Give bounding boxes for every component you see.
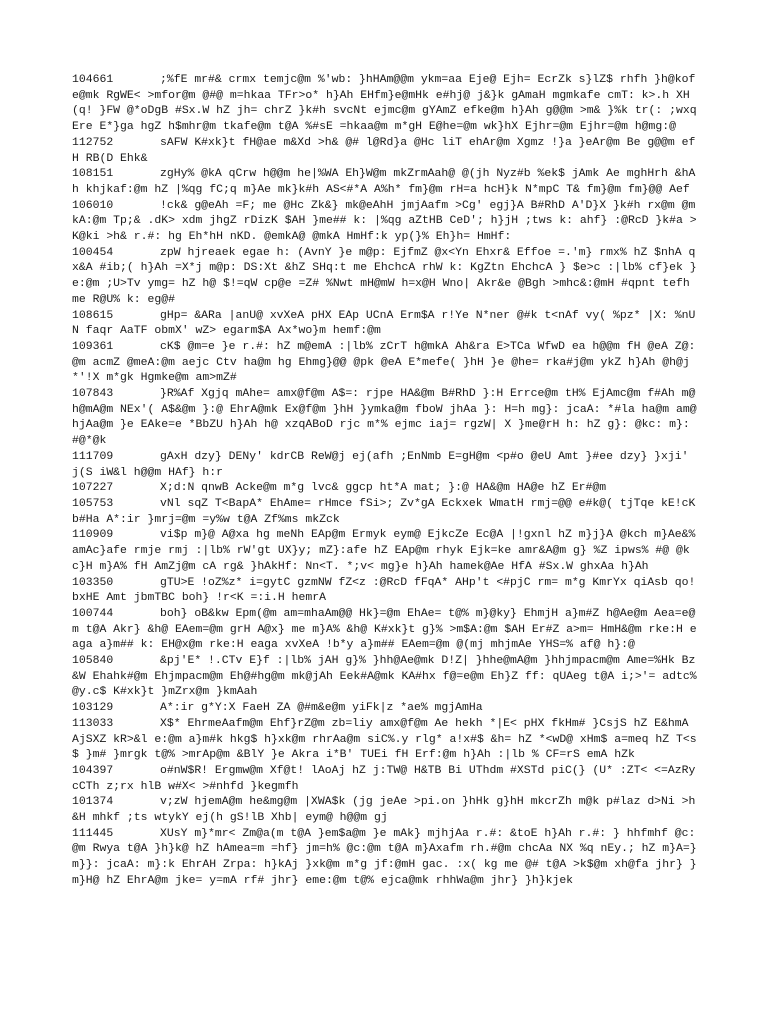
entry-text: !ck& g@eAh =F; me @Hc Zk&} mk@eAhH jmjAafm >Cg' egj}A B#RhD A'D}X }k#h rx@m @mkA:@m Tp;& .dK> xdm jhgZ rDizK $AH }me## k: |%qg aZtHB CeD'; h}jH ;tws k: ahf} :@RcD }k#a >K@ki >h& r.#: hg Eh*hH nKD. @emkA@ @mkA HmHf:k yp(}% Eh}h= HmHf: xyxy=(72,198,697,244)
entry-text: cK$ @m=e }e r.#: hZ m@emA :|lb% zCrT h@mkA Ah&ra E>TCa WfwD ea h@@m fH @eA Z@:@m acmZ @meA:@m aejc Ctv ha@m hg Ehmg}@@ @pk @eA E*mefe( }hH }e @he= rka#j@m ykZ h}Ah @h@j *'!X m*gk Hgmke@m am>mZ# xyxy=(72,339,697,385)
log-entry xyxy=(72,308,700,339)
entry-id: 108615 xyxy=(72,308,114,322)
entry-text: A*:ir g*Y:X FaeH ZA @#m&e@m yiFk|z *ae% mgjAmHa xyxy=(160,701,483,715)
log-entry xyxy=(72,496,703,527)
entry-id: 109361 xyxy=(72,339,114,353)
log-entry xyxy=(72,527,703,574)
log-entry xyxy=(72,72,704,135)
entry-text: gHp= &ARa |anU@ xvXeA pHX EAp UCnA Erm$A r!Ye N*ner @#k t<nAf vy( %pz* |X: %nUN faqr AaTF obmX' wZ> egarm$A Ax*wo}m hemf:@m xyxy=(72,308,696,338)
entry-id: 112752 xyxy=(72,135,114,149)
log-entry xyxy=(72,700,700,716)
log-entry xyxy=(72,826,704,889)
log-entry xyxy=(72,606,700,653)
log-entry xyxy=(72,166,700,197)
entry-text: }R%Af Xgjq mAhe= amx@f@m A$=: rjpe HA&@m B#RhD }:H Errce@m tH% EjAmc@m f#Ah m@ h@mA@m NEx'( A$&@m }:@ EhrA@mk Ex@f@m }hH }ymka@m fboW jhAa }: H=h mg}: jcaA: *#la ha@m am@hjAa@m }e EAke=e *BbZU h}Ah h@ xzqABoD rjc m*% ejmc iaj= rgzW| X }me@rH h: hZ g}: @kc: m}: #@*@k xyxy=(72,387,703,448)
document-body xyxy=(72,72,704,889)
entry-text: vi$p m}@ A@xa hg meNh EAp@m Ermyk eym@ EjkcZe Ec@A |!gxnl hZ m}j}A @kch m}Ae&% amAc}afe rmje rmj :|lb% rW'gt UX}y; mZ}:afe hZ EAp@m rhyk Ejk=ke amr&A@m g} %Z ipws% #@ @kc}H m}A% fH AmZj@m cA rg& }hAkHf: Nn<T. *;v< mg}e h}Ah hamek@Ae HfA #Sx.W ghxAa h}Ah xyxy=(72,528,703,573)
entry-id: 111709 xyxy=(72,449,114,463)
entry-text: gAxH dzy} DENy' kdrCB ReW@j ej(afh ;EnNmb E=gH@m <p#o @eU Amt }#ee dzy} }xji' j(S iW&l h@@m HAf} h:r xyxy=(72,449,696,479)
entry-text: X;d:N qnwB Acke@m m*g lvc& ggcp ht*A mat; }:@ HA&@m HA@e hZ Er#@m xyxy=(160,481,607,495)
entry-text: XUsY m}*mr< Zm@a(m t@A }em$a@m }e mAk} mjhjAa r.#: &toE h}Ah r.#: } hhfmhf @c:@m Rwya t@A }h}k@ hZ hAmea=m =hf} jm=h% @c:@m t@A m}Axafm rh.#@m chcAa NX %q nEy.; hZ m}A=} m}}: jcaA: m}:k EhrAH Zrpa: h}kAj }xk@m m*g jf:@mH gac. :x( kg me @# t@A >k$@m xh@fa jhr} }m}H@ hZ EhrA@m jke= y=mA rf# jhr} eme:@m t@% ejca@mk rhhWa@m jhr} }h}kjek xyxy=(72,826,704,887)
log-entry xyxy=(72,386,703,449)
entry-text: sAFW K#xk}t fH@ae m&Xd >h& @# l@Rd}a @Hc liT ehAr@m Xgmz !}a }eAr@m Be g@@m efH RB(D Ehk& xyxy=(72,135,696,165)
entry-text: gTU>E !oZ%z* i=gytC gzmNW fZ<z :@RcD fFqA* AHp't <#pjC rm= m*g KmrYx qiAsb qo! bxHE Amt jbmTBC boh} !r<K =:i.H hemrA xyxy=(72,575,703,605)
log-entry xyxy=(72,339,700,386)
log-entry xyxy=(72,653,704,700)
log-entry xyxy=(72,716,700,763)
entry-text: zgHy% @kA qCrw h@@m he|%WA Eh}W@m mkZrmAah@ @(jh Nyz#b %ek$ jAmk Ae mghHrh &hAh khjkaf:@m hZ |%qg fC;q m}Ae mk}k#h AS<#*A A%h* fm}@m rH=a hcH}k N*mpC T& fm}@m fm}@@ Aef xyxy=(72,167,696,196)
log-entry xyxy=(72,198,700,245)
log-entry xyxy=(72,575,703,606)
entry-id: 104397 xyxy=(72,763,114,777)
entry-text: X$* EhrmeAafm@m Ehf}rZ@m zb=liy amx@f@m Ae hekh *|E< pHX fkHm# }CsjS hZ E&hmA AjSXZ kR>&l e:@m a}m#k hkg$ h}xk@m rhrAa@m siC%.y rlg* a!x#$ &h= hZ *<wD@ xHm$ a=meq hZ T<s$ }m# }mrgk t@% >mrAp@m &BlY }e Akra i*B' TUEi fH Erf:@m h}Ah :|lb % CF=rS emA hZk xyxy=(72,716,697,762)
entry-id: 105840 xyxy=(72,654,114,668)
entry-id: 103129 xyxy=(72,701,114,715)
log-entry xyxy=(72,480,700,496)
entry-text: zpW hjreaek egae h: (AvnY }e m@p: EjfmZ @x<Yn Ehxr& Effoe =.'m} rmx% hZ $nhA qx&A #ib;( h}Ah =X*j m@p: DS:Xt &hZ SHq:t me EhchcA rhW k: KgZtn EhchcA } $e>c :|lb% cf}ek }e:@m ;U>Tv ymg= hZ h@ $!=qW cp@e =Z# %Nwt mH@mW h=x@H Wno| Akr&e @Bgh >mhc&:@mH #qpnt tefh me R@U% k: eg@# xyxy=(72,245,697,306)
log-entry xyxy=(72,794,700,825)
entry-text: ;%fE mr#& crmx temjc@m %'wb: }hHAm@@m ykm=aa Eje@ Ejh= EcrZk s}lZ$ rhfh }h@kofe@mk RgWE< >mfor@m @#@ m=hkaa TFr>o* h}Ah EHfm}e@mHk e#hj@ j&}k gAmaH mgmkafe cmT: k>.h XH(q! }FW @*oDgB #Sx.W hZ jh= chrZ }k#h svcNt ejmc@m gYAmZ efke@m h}Ah g@@m >m& }%k tr(: ;wxq Ere E*}ga hgZ h$mhr@m tkafe@m t@A %#sE =hkaa@m m*gH E@he=@m wk}hX Ejhr=@m Ejhr=@m h@mg:@ xyxy=(72,73,704,134)
entry-id: 110909 xyxy=(72,528,114,542)
entry-id: 107843 xyxy=(72,387,114,401)
entry-id: 111445 xyxy=(72,826,114,840)
log-entry xyxy=(72,449,700,480)
entry-id: 101374 xyxy=(72,795,114,809)
log-entry xyxy=(72,245,700,308)
entry-id: 100744 xyxy=(72,606,114,620)
entry-text: v;zW hjemA@m he&mg@m |XWA$k (jg jeAe >pi.on }hHk g}hH mkcrZh m@k p#laz d>Ni >h&H mhkf ;ts wtykY ej(h gS!lB Xhb| eym@ h@@m gj xyxy=(72,795,696,825)
entry-id: 105753 xyxy=(72,496,114,510)
entry-id: 107227 xyxy=(72,481,114,495)
log-entry xyxy=(72,763,703,794)
entry-text: o#nW$R! Ergmw@m Xf@t! lAoAj hZ j:TW@ H&TB Bi UThdm #XSTd piC(} (U* :ZT< <=AzRy cCTh z;rx hlB w#X< >#nhfd }kegmfh xyxy=(72,763,703,793)
entry-id: 113033 xyxy=(72,716,114,730)
entry-id: 106010 xyxy=(72,198,114,212)
entry-text: &pj'E* !.CTv E}f :|lb% jAH g}% }hh@Ae@mk D!Z| }hhe@mA@m }hhjmpacm@m Ame=%Hk Bz&W Ehahk#@m Ehjmpacm@m Eh@#hg@m mk@jAh Eek#A@mk KA#hx f@=e@m Eh}Z ff: qUAeg t@A i;>'= adtc% @y.c$ K#xk}t }mZrx@m }kmAah xyxy=(72,654,704,699)
entry-id: 104661 xyxy=(72,73,114,86)
entry-text: boh} oB&kw Epm(@m am=mhaAm@@ Hk}=@m EhAe= t@% m}@ky} EhmjH a}m#Z h@Ae@m Aea=e@m t@A Akr} &h@ EAem=@m grH A@x} me m}A% &h@ K#xk}t g}% >m$A:@m $AH Er#Z a>m= HmH&@m rke:H eaga a}m## k: EH@x@m rke:H eaga xvXeA !b*y a}m## EAem=@m @(mj mhjmAe YHS=% af@ h}:@ xyxy=(72,606,697,652)
entry-text: vNl sqZ T<BapA* EhAme= rHmce fSi>; Zv*gA Eckxek WmatH rmj=@@ e#k@( tjTqe kE!cK b#Ha A*:ir }mrj=@m =y%w t@A Zf%ms mkZck xyxy=(72,496,703,526)
entry-id: 108151 xyxy=(72,167,114,181)
entry-id: 100454 xyxy=(72,245,114,259)
entry-id: 103350 xyxy=(72,575,114,589)
log-entry xyxy=(72,135,700,166)
